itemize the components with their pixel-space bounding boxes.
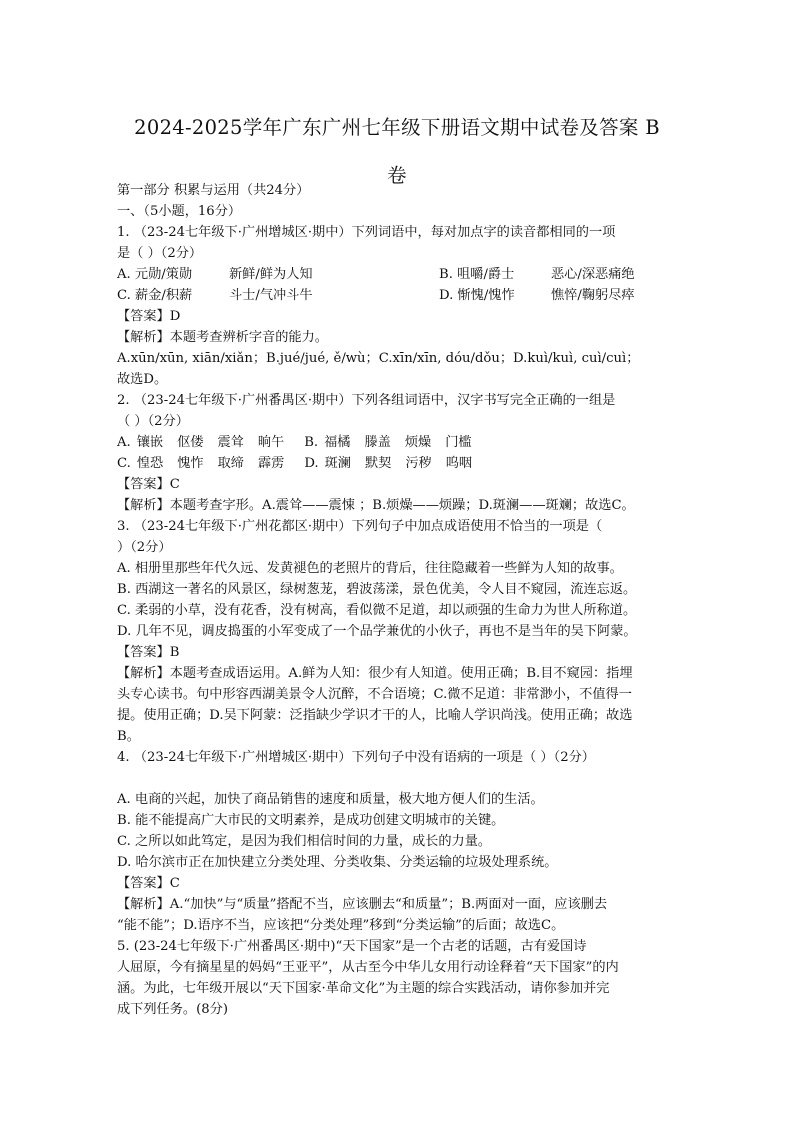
q2-answer: 【答案】C	[117, 477, 180, 492]
q2-option-b-label: B.	[304, 435, 319, 450]
q3-option-d: D. 几年不见，调皮捣蛋的小军变成了一个品学兼优的小伙子，再也不是当年的吴下阿蒙。	[117, 624, 637, 639]
q3-option-a: A. 相册里那些年代久远、发黄褪色的老照片的背后，往往隐藏着一些鲜为人知的故事。	[117, 561, 623, 576]
q1-options-row-2	[117, 285, 683, 306]
q1-answer: 【答案】D	[117, 309, 181, 324]
q2-word: 晌午	[257, 435, 285, 450]
q1-option-c-pair-2: 斗士/气冲斗牛	[229, 288, 313, 303]
q2-options-row-2	[117, 453, 683, 474]
title-line-1: 2024-2025学年广东广州七年级下册语文期中试卷及答案 B	[134, 116, 660, 139]
q2-word: 滕盖	[364, 435, 391, 450]
q2-word: 霹雳	[257, 456, 285, 471]
q2-analysis: 【解析】本题考查字形。A.震耸——震悚 ；B.烦燥——烦躁；D.斑澜——斑斓；故选C。	[117, 498, 635, 513]
q2-word: 门槛	[445, 435, 472, 450]
q2-word: 伛偻	[177, 435, 204, 450]
q5-stem-line-1: 5. (23-24七年级下·广州番禺区·期中)“天下国家”是一个古老的话题，古有爱国诗	[117, 939, 587, 954]
q1-option-b-pair-2: 恶心/深恶痛绝	[551, 267, 635, 282]
q2-word: 镶嵌	[136, 435, 164, 450]
q3-analysis-line-3: 提。使用正确；D.吴下阿蒙：泛指缺少学识才干的人，比喻人学识尚浅。使用正确；故选	[117, 708, 633, 723]
q4-option-d: D. 哈尔滨市正在加快建立分类处理、分类收集、分类运输的垃圾处理系统。	[117, 855, 558, 870]
q4-analysis-line-2: “能不能”；D.语序不当，应该把“分类处理”移到“分类运输”的后面；故选C。	[117, 918, 565, 933]
q4-answer: 【答案】C	[117, 876, 180, 891]
q2-options-row-1	[117, 432, 683, 453]
q1-option-b-pair-1: B. 咀嚼/爵士	[439, 267, 515, 282]
q1-analysis-line-2: A.xūn/xūn, xiān/xiǎn；B.jué/jué, ě/wù；C.xīn/xīn, dóu/dǒu；D.kuì/kuì, cuì/cuì；	[117, 351, 640, 366]
q1-options-row-1	[117, 264, 683, 285]
q1-analysis-line-3: 故选D。	[117, 372, 168, 387]
q2-option-a-label: A.	[117, 435, 131, 450]
document-body	[117, 180, 683, 1020]
q3-stem-line-1: 3. （23-24七年级下·广州花都区·期中）下列句子中加点成语使用不恰当的一项是（	[117, 519, 603, 534]
q2-word: 污秽	[405, 456, 432, 471]
q2-word: 震耸	[217, 435, 244, 450]
q3-stem-line-2: ）（2分）	[117, 540, 172, 555]
q2-stem-line-2: （ ）（2分）	[117, 414, 189, 429]
q2-option-d-label: D.	[304, 456, 319, 471]
part-heading: 第一部分 积累与运用（共24分）	[117, 183, 310, 198]
q4-option-c: C. 之所以如此笃定，是因为我们相信时间的力量，成长的力量。	[117, 834, 492, 849]
q1-stem-line-1: 1. （23-24七年级下·广州增城区·期中）下列词语中，每对加点字的读音都相同的一项	[117, 225, 616, 240]
q3-analysis-line-2: 头专心读书。句中形容西湖美景令人沉醉，不合语境；C.微不足道：非常渺小，不值得一	[117, 687, 632, 702]
q4-option-a: A. 电商的兴起，加快了商品销售的速度和质量，极大地方便人们的生活。	[117, 792, 544, 807]
q1-option-a-pair-2: 新鲜/鲜为人知	[229, 267, 313, 282]
q4-option-b: B. 能不能提高广大市民的文明素养，是成功创建文明城市的关键。	[117, 813, 505, 828]
q3-option-c: C. 柔弱的小草，没有花香，没有树高，看似微不足道，却以顽强的生命力为世人所称道。	[117, 603, 637, 618]
q2-word: 福橘	[324, 435, 351, 450]
q5-stem-line-3: 涵。为此，七年级开展以“天下国家·革命文化”为主题的综合实践活动，请你参加并完	[117, 981, 610, 996]
q2-word: 愧怍	[177, 456, 204, 471]
q2-option-c-label: C.	[117, 456, 131, 471]
q5-stem-line-2: 人屈原，今有摘星星的妈妈“王亚平”，从古至今中华儿女用行动诠释着“天下国家”的内	[117, 960, 619, 975]
q3-option-b: B. 西湖这一著名的风景区，绿树葱茏，碧波荡漾，景色优美，令人目不窥园，流连忘返。	[117, 582, 637, 597]
q1-option-d-pair-1: D. 惭愧/愧怍	[439, 288, 515, 303]
title-line-2: 卷	[387, 164, 407, 187]
q1-stem-line-2: 是（ ）（2分）	[117, 246, 203, 261]
section-heading: 一、（5小题，16分）	[117, 204, 242, 219]
q5-stem-line-4: 成下列任务。(8分)	[117, 1002, 228, 1017]
blank-line	[117, 768, 683, 789]
q3-analysis-line-4: B。	[117, 729, 140, 744]
q2-word: 烦燥	[404, 435, 432, 450]
q1-analysis-line-1: 【解析】本题考查辨析字音的能力。	[117, 330, 328, 345]
q4-analysis-line-1: 【解析】A.“加快”与“质量”搭配不当，应该删去“和质量”；B.两面对一面，应该删去	[117, 897, 608, 912]
q2-stem-line-1: 2. （23-24七年级下·广州番禺区·期中）下列各组词语中，汉字书写完全正确的一组是	[117, 393, 616, 408]
q3-analysis-line-1: 【解析】本题考查成语运用。A.鲜为人知：很少有人知道。使用正确；B.目不窥园：指埋	[117, 666, 633, 681]
q1-option-a-pair-1: A. 元勋/策勋	[117, 267, 193, 282]
q1-option-d-pair-2: 憔悴/鞠躬尽瘁	[551, 288, 635, 303]
q2-word: 惶恐	[136, 456, 164, 471]
q4-stem: 4. （23-24七年级下·广州增城区·期中）下列句子中没有语病的一项是（ ）（2分）	[117, 750, 595, 765]
q2-word: 斑澜	[324, 456, 351, 471]
q2-word: 默契	[364, 456, 392, 471]
q2-word: 呜咽	[445, 456, 473, 471]
q1-option-c-pair-1: C. 薪金/积薪	[117, 288, 193, 303]
q3-answer: 【答案】B	[117, 645, 180, 660]
q2-word: 取缔	[217, 456, 244, 471]
